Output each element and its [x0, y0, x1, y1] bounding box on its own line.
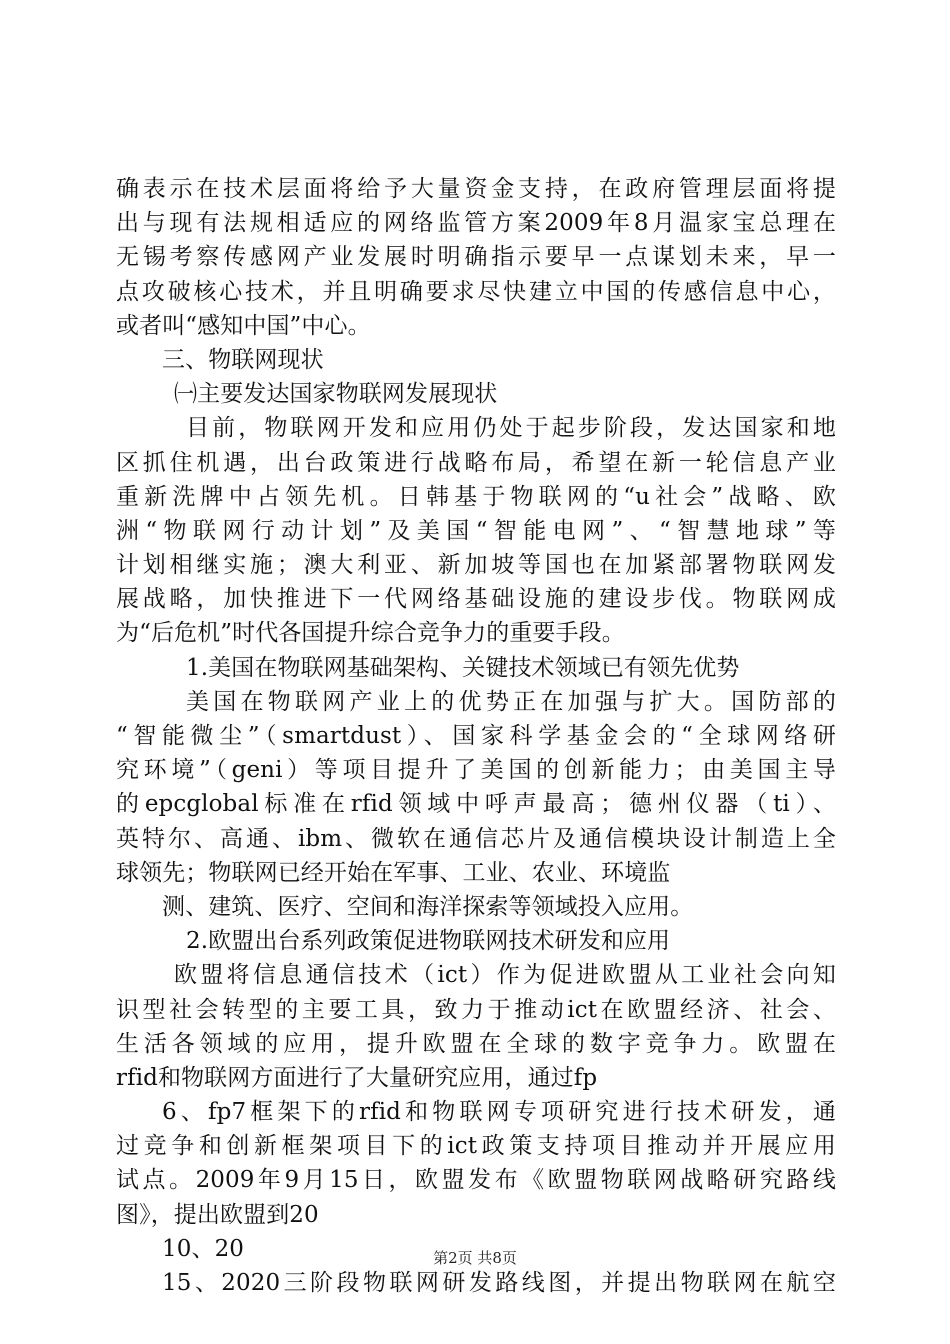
text-line: 欧盟将信息通信技术（ict）作为促进欧盟从工业社会向知 [174, 962, 836, 989]
text-line: 15、2020三阶段物联网研发路线图，并提出物联网在航空 [162, 1270, 836, 1296]
text-line: 球领先；物联网已经开始在军事、工业、农业、环境监 [116, 859, 671, 886]
text-line: 美国在物联网产业上的优势正在加强与扩大。国防部的 [186, 688, 836, 715]
text-line: 英特尔、高通、ibm、微软在通信芯片及通信模块设计制造上全 [116, 825, 836, 852]
page-footer [0, 1248, 950, 1268]
text-line: 计划相继实施；澳大利亚、新加坡等国也在加紧部署物联网发 [116, 552, 836, 579]
text-line: 目前，物联网开发和应用仍处于起步阶段，发达国家和地 [186, 415, 836, 442]
subsection-heading: ㈠主要发达国家物联网发展现状 [174, 381, 498, 408]
text-line: 10、20 [162, 1235, 245, 1262]
text-line: 识型社会转型的主要工具，致力于推动ict在欧盟经济、社会、 [116, 996, 836, 1023]
text-line: 重新洗牌中占领先机。日韩基于物联网的“u社会”战略、欧 [116, 483, 836, 510]
text-line: 洲“物联网行动计划”及美国“智能电网”、“智慧地球”等 [116, 517, 836, 544]
text-line: 或者叫“感知中国”中心。 [116, 312, 371, 339]
subsection-heading: 1.美国在物联网基础架构、关键技术领域已有领先优势 [186, 654, 740, 681]
text-line: 无锡考察传感网产业发展时明确指示要早一点谋划未来，早一 [116, 244, 836, 271]
text-line: 确表示在技术层面将给予大量资金支持，在政府管理层面将提 [116, 176, 836, 202]
text-line: 出与现有法规相适应的网络监管方案2009年8月温家宝总理在 [116, 210, 836, 237]
text-line: 6、fp7框架下的rfid和物联网专项研究进行技术研发，通 [162, 1099, 836, 1126]
text-line: 试点。2009年9月15日，欧盟发布《欧盟物联网战略研究路线 [116, 1167, 836, 1194]
text-line: 过竞争和创新框架项目下的ict政策支持项目推动并开展应用 [116, 1133, 836, 1160]
text-line: 展战略，加快推进下一代网络基础设施的建设步伐。物联网成 [116, 586, 836, 613]
text-line: 区抓住机遇，出台政策进行战略布局，希望在新一轮信息产业 [116, 449, 836, 476]
document-body [116, 172, 836, 1300]
text-line: 生活各领域的应用，提升欧盟在全球的数字竞争力。欧盟在 [116, 1030, 836, 1057]
text-line: 究环境”（geni）等项目提升了美国的创新能力；由美国主导 [116, 757, 836, 784]
text-line: 的epcglobal标准在rfid领域中呼声最高；德州仪器（ti）、 [116, 791, 836, 818]
text-line: 图》，提出欧盟到20 [116, 1201, 319, 1228]
subsection-heading: 2.欧盟出台系列政策促进物联网技术研发和应用 [186, 928, 671, 955]
text-line: 点攻破核心技术，并且明确要求尽快建立中国的传感信息中心， [116, 278, 836, 305]
text-line: 测、建筑、医疗、空间和海洋探索等领域投入应用。 [162, 893, 694, 920]
text-line: 为“后危机”时代各国提升综合竞争力的重要手段。 [116, 620, 625, 647]
section-heading: 三、物联网现状 [162, 346, 324, 373]
page-number-label: 第2页 共8页 [433, 1249, 517, 1267]
text-line: rfid和物联网方面进行了大量研究应用，通过fp [116, 1064, 598, 1091]
text-line: “智能微尘”（smartdust）、国家科学基金会的“全球网络研 [116, 723, 836, 749]
